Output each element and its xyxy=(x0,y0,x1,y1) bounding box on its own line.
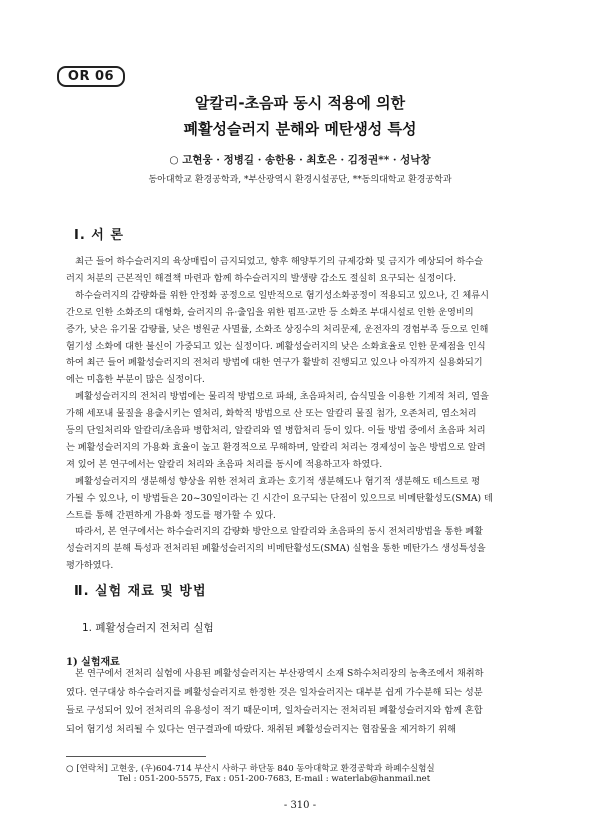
paper-title-line1: 알칼리-초음파 동시 적용에 의한 xyxy=(194,94,406,112)
text-line: 러지 처분의 근본적인 해결책 마련과 함께 하수슬러지의 발생량 감소도 절실히 요구되는 실정이다. xyxy=(66,272,457,284)
text-line: 가해 세포내 물질을 용출시키는 열처리, 화학적 방법으로 산 또는 알칼리 물질 첨가, 오존처리, 염소처리 xyxy=(66,408,477,420)
text-line: 들로 구성되어 있어 전처리의 유용성이 적기 때문이며, 일차슬러지는 전처리된 폐활성슬러지와 함께 혼합 xyxy=(66,705,483,716)
section-heading-methods: Ⅱ. 실험 재료 및 방법 xyxy=(74,584,207,599)
text-line: 성슬러지의 분해 특성과 전처리된 폐활성슬러지의 비메탄활성도(SMA) 실험을 통한 메탄가스 생성특성을 xyxy=(66,543,486,555)
text-line: 하수슬러지의 감량화를 위한 안정화 공정으로 일반적으로 혐기성소화공정이 적용되고 있으나, 긴 체류시 xyxy=(66,289,489,301)
text-line: 간으로 인한 소화조의 대형화, 슬러지의 유·출입을 위한 펌프·교반 등 소화조 부대시설로 인한 운영비의 xyxy=(66,306,474,318)
text-line: 였다. 연구대상 하수슬러지를 폐활성슬러지로 한정한 것은 일차슬러지는 대부분 쉽게 가수분해 되는 성분 xyxy=(66,686,483,698)
session-badge: OR 06 xyxy=(57,66,125,87)
text-line: 본 연구에서 전처리 실험에 사용된 폐활성슬러지는 부산광역시 소재 S하수처리장의 농축조에서 채취하 xyxy=(66,668,484,679)
text-line: 따라서, 본 연구에서는 하수슬러지의 감량화 방안으로 알칼리와 초음파의 동시 전처리방법을 통한 폐활 xyxy=(66,526,483,538)
text-line: 스트를 통해 간편하게 가용화 정도를 평가할 수 있다. xyxy=(66,509,276,521)
text-line: 폐활성슬러지의 전처리 방법에는 물리적 방법으로 파쇄, 초음파처리, 습식밀을 이용한 기계적 처리, 열을 xyxy=(66,391,489,403)
text-line: 폐활성슬러지의 생분해성 향상을 위한 전처리 효과는 호기적 생분해도나 혐기적 생분해도 테스트로 평 xyxy=(66,475,481,487)
paper-title-line2: 폐활성슬러지 분해와 메탄생성 특성 xyxy=(183,120,417,138)
text-line: 가될 수 있으나, 이 방법들은 20~30일이라는 긴 시간이 요구되는 단점이 있으므로 비메탄활성도(SMA) 테 xyxy=(66,492,493,504)
text-line: 최근 들어 하수슬러지의 육상매립이 금지되었고, 향후 해양투기의 규제강화 및 금지가 예상되어 하수슬 xyxy=(66,256,483,267)
text-line: 는 폐활성슬러지의 가용화 효율이 높고 환경적으로 무해하며, 알칼리 처리는 경제성이 높은 방법으로 알려 xyxy=(66,441,486,453)
text-line: 하여 최근 들어 폐활성슬러지의 전처리 방법에 대한 연구가 활발히 진행되고 있으나 아직까지 실용화되기 xyxy=(66,357,483,369)
section-heading-intro: Ⅰ. 서 론 xyxy=(74,228,124,243)
text-line: 져 있어 본 연구에서는 알칼리 처리와 초음파 처리를 동시에 적용하고자 하였다. xyxy=(66,458,383,470)
author-list: ○ 고현웅 · 정병길 · 송한용 · 최호은 · 김정권** · 성낙창 xyxy=(169,154,431,166)
footnote-contact: ○ [연락처] 고현웅, (우)604-714 부산시 사하구 하단동 840 동아대학교 환경공학과 하폐수실험실 xyxy=(66,764,435,774)
footnote-phone-email: Tel : 051-200-5575, Fax : 051-200-7683, E-mail : waterlab@hanmail.net xyxy=(118,774,431,784)
page-number: - 310 - xyxy=(283,800,317,811)
text-line: 혐기성 소화에 대한 불신이 가중되고 있는 실정이다. 폐활성슬러지의 낮은 소화효율로 인한 문제점을 인식 xyxy=(66,340,486,352)
subsection-heading: 1. 폐활성슬러지 전처리 실험 xyxy=(82,622,214,634)
affiliation-list: 동아대학교 환경공학과, *부산광역시 환경시설공단, **동의대학교 환경공학과 xyxy=(148,175,452,185)
text-line: 증가, 낮은 유기물 감량률, 낮은 병원균 사멸률, 소화조 상징수의 처리문제, 운전자의 경험부족 등으로 인해 xyxy=(66,323,489,335)
text-line: 에는 미흡한 부분이 많은 실정이다. xyxy=(66,374,205,386)
text-line: 등의 단일처리와 알칼리/초음파 병합처리, 알칼리와 열 병합처리 등이 있다. 이들 방법 중에서 초음파 처리 xyxy=(66,425,486,436)
text-line: 되어 혐기성 처리될 수 있다는 연구결과에 따랐다. 채취된 폐활성슬러지는 협잡물을 제거하기 위해 xyxy=(66,723,457,735)
subsubsection-heading: 1) 실험재료 xyxy=(66,657,120,668)
footnote-divider xyxy=(66,756,206,757)
text-line: 평가하였다. xyxy=(66,560,114,572)
